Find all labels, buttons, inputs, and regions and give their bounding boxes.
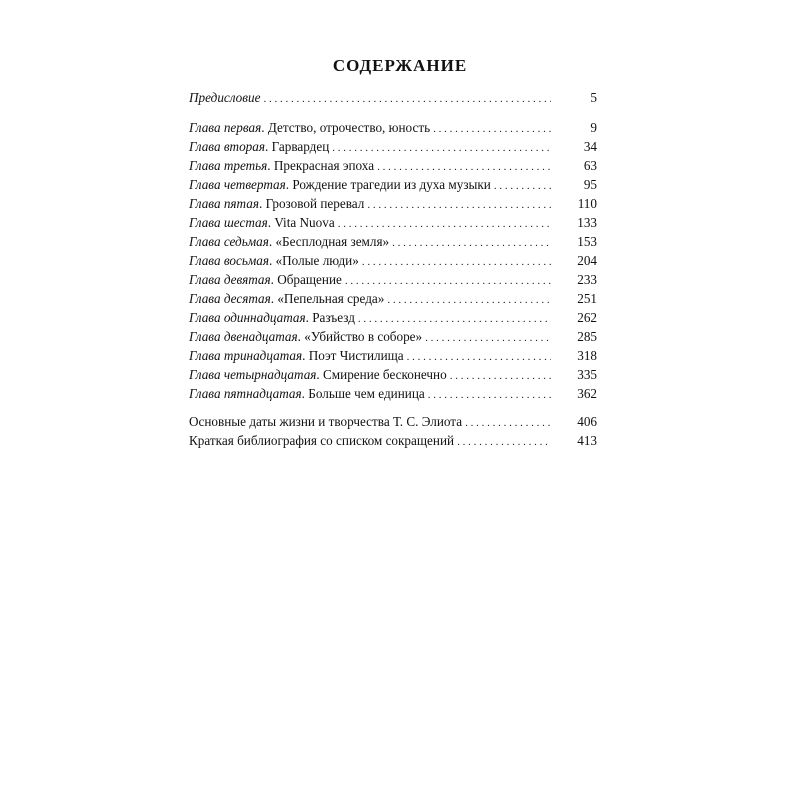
toc-entry-label: Глава пятнадцатая	[189, 386, 302, 401]
dot-leader	[387, 291, 551, 310]
toc-entry-chapter-title: Гарвардец	[271, 139, 330, 154]
toc-entry-separator: .	[301, 386, 309, 401]
toc-entry-label: Глава двенадцатая	[189, 329, 298, 344]
toc-entry-page: 362	[577, 386, 597, 401]
toc-entry-title	[189, 365, 447, 384]
toc-entry-chapter	[189, 384, 597, 403]
toc-entry-title	[189, 289, 384, 308]
toc-entry-chapter	[189, 232, 597, 251]
toc-entry-separator: .	[267, 215, 275, 230]
toc-entry-page: 413	[577, 433, 597, 448]
toc-entry-label: Глава десятая	[189, 291, 271, 306]
toc-entry-separator: .	[261, 120, 268, 135]
toc-entry-page: 251	[577, 291, 597, 306]
toc-entry-label: Глава тринадцатая	[189, 348, 303, 363]
dot-leader	[433, 120, 551, 139]
toc-entry-separator: .	[302, 348, 309, 363]
toc-entry-chapter	[189, 346, 597, 365]
toc-entry-title	[189, 118, 430, 137]
toc-entry-chapter	[189, 270, 597, 289]
toc-entry-label: Глава седьмая	[189, 234, 269, 249]
toc-entry-chapter-title: Vita Nuova	[274, 215, 335, 230]
toc-entry-separator: .	[268, 253, 276, 268]
toc-entry-chapter	[189, 194, 597, 213]
toc-entry-chapter	[189, 175, 597, 194]
toc-entry-chapter	[189, 118, 597, 137]
toc-entry-chapter-title: Разъезд	[312, 310, 355, 325]
toc-entry-title	[189, 251, 359, 270]
toc-entry-title	[189, 346, 404, 365]
toc-entry-chapter	[189, 213, 597, 232]
toc-entry-page: 233	[577, 272, 597, 287]
toc-entry-label: Глава девятая	[189, 272, 271, 287]
toc-entry-separator: .	[258, 196, 266, 211]
toc-entry-chapter	[189, 156, 597, 175]
toc-entry-title	[189, 194, 364, 213]
toc-entry-chapter-title: «Полые люди»	[275, 253, 359, 268]
toc-entry-appendix	[189, 412, 597, 431]
toc-entry-label: Глава пятая	[189, 196, 259, 211]
toc-entry-label: Глава третья	[189, 158, 268, 173]
toc-entry-separator: .	[305, 310, 313, 325]
toc-entry-separator: .	[268, 234, 276, 249]
toc-entry-page: 5	[590, 90, 597, 105]
dot-leader	[450, 367, 551, 386]
toc-entry-chapter	[189, 327, 597, 346]
toc-entry-title	[189, 213, 335, 232]
toc-entry-page: 110	[577, 196, 597, 211]
toc-entry-title	[189, 175, 491, 194]
toc-entry-label: Глава восьмая	[189, 253, 269, 268]
toc-entry-page: 406	[577, 414, 597, 429]
toc-entry-label: Глава четвертая	[189, 177, 286, 192]
toc-entry-page: 34	[583, 139, 597, 154]
toc-entry-title	[189, 270, 342, 289]
toc-entry-page: 63	[583, 158, 597, 173]
chapter-list	[189, 118, 597, 403]
toc-entry-chapter-title: «Бесплодная земля»	[275, 234, 390, 249]
toc-entry-title	[189, 88, 260, 107]
toc-entry-title: Основные даты жизни и творчества Т. С. Элиота	[189, 414, 463, 429]
toc-entry-chapter	[189, 251, 597, 270]
dot-leader	[425, 329, 551, 348]
toc-entry-title	[189, 137, 329, 156]
toc-entry-separator: .	[267, 158, 274, 173]
dot-leader	[457, 433, 551, 452]
page-title: СОДЕРЖАНИЕ	[332, 56, 468, 75]
toc-entry-chapter-title: «Пепельная среда»	[277, 291, 385, 306]
toc-entry-chapter-title: Смирение бесконечно	[323, 367, 447, 382]
toc-entry-chapter	[189, 365, 597, 384]
toc-entry-separator: .	[297, 329, 305, 344]
toc-entry-chapter-title: Грозовой перевал	[265, 196, 365, 211]
toc-entry-chapter	[189, 289, 597, 308]
toc-entry-chapter-title: Поэт Чистилища	[308, 348, 404, 363]
toc-entry-appendix	[189, 431, 597, 450]
toc-entry-separator: .	[316, 367, 324, 382]
toc-entry-chapter-title: Детство, отрочество, юность	[267, 120, 431, 135]
toc-entry-label: Глава вторая	[189, 139, 265, 154]
toc-entry-chapter-title: «Убийство в соборе»	[304, 329, 423, 344]
toc-entry-page: 318	[577, 348, 597, 363]
toc-entry-separator: .	[270, 272, 278, 287]
toc-entry-page: 335	[577, 367, 597, 382]
toc-entry-page: 285	[577, 329, 597, 344]
dot-leader	[362, 253, 551, 272]
toc-entry-page: 133	[577, 215, 597, 230]
toc-entry-chapter-title: Прекрасная эпоха	[273, 158, 375, 173]
toc-entry-page: 204	[577, 253, 597, 268]
toc-entry-label: Глава шестая	[189, 215, 268, 230]
toc-entry-title	[189, 308, 355, 327]
toc-entry-title	[189, 232, 389, 251]
toc-entry-separator: .	[265, 139, 272, 154]
dot-leader	[392, 234, 551, 253]
toc-entry-chapter	[189, 308, 597, 327]
toc-entry-label: Глава четырнадцатая	[189, 367, 317, 382]
toc-entry-page: 95	[583, 177, 597, 192]
toc-entry-chapter-title: Больше чем единица	[308, 386, 425, 401]
toc-entry-separator: .	[270, 291, 278, 306]
toc-entry-label: Предисловие	[189, 90, 261, 105]
toc-entry-title: Краткая библиография со списком сокращений	[189, 433, 455, 448]
dot-leader	[494, 177, 551, 196]
toc-entry-chapter-title: Обращение	[277, 272, 342, 287]
dot-leader	[465, 414, 551, 433]
dot-leader	[367, 196, 551, 215]
appendix-list	[189, 412, 597, 450]
toc-entry-title	[189, 384, 425, 403]
toc-entry-label: Глава первая	[189, 120, 262, 135]
toc-entry-page: 9	[590, 120, 597, 135]
toc-entry-separator: .	[285, 177, 293, 192]
toc-entry-page: 153	[577, 234, 597, 249]
dot-leader	[428, 386, 551, 405]
toc-entry-preface	[189, 88, 597, 107]
toc-entry-title	[189, 327, 422, 346]
table-of-contents	[189, 88, 597, 450]
toc-entry-chapter	[189, 137, 597, 156]
dot-leader	[263, 90, 551, 109]
toc-entry-page: 262	[577, 310, 597, 325]
toc-entry-label: Глава одиннадцатая	[189, 310, 306, 325]
toc-entry-title	[189, 156, 374, 175]
toc-entry-chapter-title: Рождение трагедии из духа музыки	[292, 177, 491, 192]
